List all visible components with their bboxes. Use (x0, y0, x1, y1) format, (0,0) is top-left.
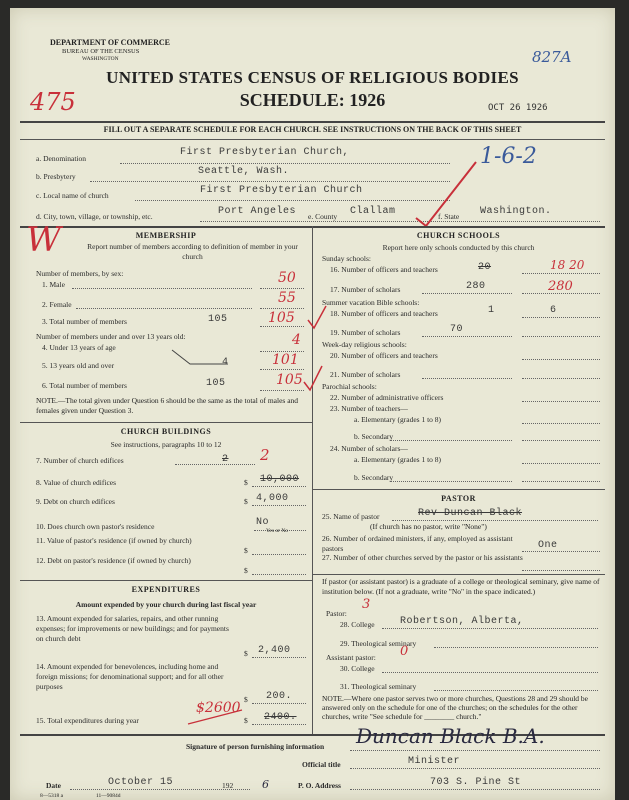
schools-title: CHURCH SCHOOLS (416, 231, 501, 240)
denomination-value: First Presbyterian Church, (180, 147, 350, 158)
q13-typed: 2,400 (258, 645, 291, 656)
q28-typed: Robertson, Alberta, (400, 616, 524, 627)
asst-pastor-label: Assistant pastor: (326, 653, 376, 662)
q23a-label: a. Elementary (grades 1 to 8) (354, 415, 442, 424)
county-label: e. County (308, 212, 338, 221)
q4-red: 4 (292, 332, 301, 348)
q3-red: 105 (268, 310, 295, 326)
date-typed: October 15 (108, 777, 174, 788)
form-title: UNITED STATES CENSUS OF RELIGIOUS BODIES (106, 68, 519, 87)
red-w-mark: W (26, 220, 61, 260)
q13-label: 13. Amount expended for salaries, repairs, and other running expenses; for improvements or new buildings; and for payments on church debt (36, 614, 229, 643)
city-label: WASHINGTON (82, 56, 119, 62)
date-stamp: OCT 26 1926 (488, 103, 548, 113)
census-schedule-sheet: DEPARTMENT OF COMMERCE BUREAU OF THE CENSUS WASHINGTON 827A 475 UNITED STATES CENSUS OF RELIGIOUS BODIES SCHEDULE: 1926 OCT 26 1926 FILL OUT A SEPARATE SCHEDULE FOR EACH CHURCH. SEE INSTRUCTIONS ON THE BACK OF THIS SHEET a. Denomination First Presbyterian Church, 1-6-2 b. Presbytery Seattle, Wash. c. Local name of church First Presbyterian Church d. City, town, village, or township, etc. Port Angeles e. County Clallam f. State Washington. MEMBERSHIP W Report number of members according to definition of member in your church Number of members, by sex: 1. Male 50 2. Female 55 3. Total number of members 105 105 Number of members under and over 13 years old: 4. Under 13 years of age 4 5. 13 years old and over 4 101 6. Total number of members 105 105 NOTE.—The total given under Question 6 should be the same as the total of males and females given under Question 3. CHURCH BUILDINGS See instructions, paragraphs 10 to 12 7. Number of church edifices 2 2 8. Value of church edifices $ 10,000 9. Debt on church edifices $ 4,000 10. Does church own pastor's residence No Yes or No 11. Value of pastor's residence (if owned by church) $ 12. Debt on pastor's residence (if owned by church) $ EXPENDITURES Amount expended by your church during last fiscal year 13. Amount expended for salaries, repairs, and other running expenses; for improvements or new buildings; and for payments on church debt $ 2,400 14. Amount expended for benevolences, including home and foreign missions; for denominational support; and for all other purposes $ 200. 15. Total expenditures during year $ 2400. $2600 CHURCH SCHOOLS Report here only schools conducted by this church Sunday schools: 16. Number of officers and teachers 20 18 20 17. Number of scholars 280 280 Summer vacation Bible schools: 18. Number of officers and teachers 1 6 19. Number of scholars 70 Week-day religious schools: 20. Number of officers and teachers 21. Number of scholars Parochial schools: 22. Number of administrative officers 23. Number of teachers— a. Elementary (grades 1 to 8) b. Secondary 24. Number of scholars— a. Elementary (grades 1 to 8) b. Secondary PASTOR 25. Name of pastor Rev Duncan Black (If church has no pastor, write "None") 26. Number of ordained ministers, if any, employed as assistant pastors One 27. Number of other churches served by the pastor or his assistants If pastor (or assistant pastor) is a graduate of a college or theological seminary, give name of institution below. (If not a graduate, write "No" in the space indicated.) Pastor: 3 28. College Robertson, Alberta, 29. Theological seminary Assistant pastor: 0 30. College 31. Theological seminary NOTE.—Where one pastor serves two or more churches, Questions 28 and 29 should be answered only on the schedule for one of the churches; on the schedules for the other churches, write "See schedule for ________ church." Signature of person furnishing information Duncan Black B.A. Official title Minister Date October 15 192 6 P. O. Address 703 S. Pine St 8—5318 a 11—9084d (10, 8, 615, 800)
q18-typed: 1 (488, 305, 495, 316)
expenditures-intro: Amount expended by your church during last fiscal year (75, 600, 257, 609)
red-strike-icon (186, 708, 246, 728)
q29-label: 29. Theological seminary (340, 639, 417, 648)
q22-label: 22. Number of administrative officers (330, 393, 444, 402)
buildings-title: CHURCH BUILDINGS (120, 427, 212, 436)
pastor-note: NOTE.—Where one pastor serves two or more churches, Questions 28 and 29 should be answered only on the schedule for one of the churches; on the schedules for the other churches, write "See schedule for ________ church." (322, 694, 588, 721)
q11-label: 11. Value of pastor's residence (if owned by church) (36, 536, 192, 545)
q16-label: 16. Number of officers and teachers (330, 265, 438, 274)
q5-label: 5. 13 years old and over (42, 361, 115, 370)
q3-label: 3. Total number of members (42, 317, 127, 326)
q25-note: (If church has no pastor, write "None") (370, 522, 487, 531)
q7-typed: 2 (222, 454, 229, 465)
q18-red: 6 (550, 305, 557, 316)
po-address-label: P. O. Address (298, 781, 341, 790)
q4-label: 4. Under 13 years of age (42, 343, 116, 352)
q27-label: 27. Number of other churches served by the pastor or his assistants (322, 553, 523, 562)
q16-red: 18 20 (550, 258, 585, 272)
q17-red: 280 (548, 279, 573, 294)
q12-label: 12. Debt on pastor's residence (if owned by church) (36, 556, 191, 565)
q9-label: 9. Debt on church edifices (36, 497, 115, 506)
county-value: Clallam (350, 206, 396, 217)
official-title-value: Minister (408, 756, 461, 767)
q21-label: 21. Number of scholars (330, 370, 401, 379)
q17-label: 17. Number of scholars (330, 285, 401, 294)
expenditures-title: EXPENDITURES (131, 585, 201, 594)
dept-label: DEPARTMENT OF COMMERCE (50, 38, 171, 47)
header-rule (20, 121, 605, 123)
q25-typed: Rev Duncan Black (418, 508, 523, 519)
q26-label: 26. Number of ordained ministers, if any, employed as assistant pastors (322, 534, 513, 553)
city-label-d: d. City, town, village, or township, etc. (36, 212, 153, 221)
grad-note: If pastor (or assistant pastor) is a graduate of a college or theological seminary, give name of institution below. (If not a graduate, write "No" in the space indicated.) (322, 577, 600, 596)
by-sex-label: Number of members, by sex: (36, 269, 124, 278)
age-head-label: Number of members under and over 13 years old: (36, 332, 186, 341)
column-divider (312, 226, 313, 734)
q16-typed: 20 (478, 262, 492, 273)
q6-red: 105 (276, 372, 303, 388)
yes-no-hint: Yes or No (266, 528, 289, 534)
presbytery-label: b. Presbytery (36, 172, 76, 181)
q31-label: 31. Theological seminary (340, 682, 417, 691)
q15-label: 15. Total expenditures during year (36, 716, 139, 725)
q9-typed: 4,000 (256, 493, 289, 504)
q25-label: 25. Name of pastor (322, 512, 380, 521)
summer-label: Summer vacation Bible schools: (322, 298, 420, 307)
schools-intro: Report here only schools conducted by this church (382, 243, 535, 252)
q15-red: $2600 (196, 700, 241, 716)
q2-red: 55 (278, 290, 296, 306)
date-year: 192 (222, 781, 234, 790)
pastor-red: 3 (362, 597, 371, 612)
date-year-hand: 6 (262, 778, 269, 791)
state-value: Washington. (480, 206, 552, 217)
q24-label: 24. Number of scholars— (330, 444, 408, 453)
q3-typed: 105 (208, 314, 228, 325)
q15-typed: 2400. (264, 712, 297, 723)
state-label: f. State (438, 212, 460, 221)
po-address-typed: 703 S. Pine St (430, 777, 522, 788)
asst-red: 0 (400, 644, 409, 659)
parochial-label: Parochial schools: (322, 382, 377, 391)
buildings-see: See instructions, paragraphs 10 to 12 (110, 440, 222, 449)
q30-label: 30. College (340, 664, 375, 673)
official-title-label: Official title (302, 760, 341, 769)
pastor-sub-label: Pastor: (326, 609, 347, 618)
q19-typed: 70 (450, 324, 464, 335)
check-mark-icon (412, 158, 482, 228)
q2-label: 2. Female (42, 300, 72, 309)
mark-blue: 1-6-2 (480, 144, 537, 169)
membership-note: NOTE.—The total given under Question 6 should be the same as the total of males and females given under Question 3. (36, 396, 299, 415)
q28-label: 28. College (340, 620, 375, 629)
q8-typed: 10,000 (260, 474, 300, 485)
q20-label: 20. Number of officers and teachers (330, 351, 438, 360)
pastor-title: PASTOR (441, 494, 476, 503)
membership-title: MEMBERSHIP (135, 231, 197, 240)
q1-red: 50 (278, 270, 296, 286)
connector-line-icon (170, 346, 230, 368)
q5-red: 101 (272, 352, 299, 368)
q17-typed: 280 (466, 281, 486, 292)
code-blue: 827A (532, 48, 572, 66)
header-rule-2 (20, 139, 605, 140)
q24b-label: b. Secondary (354, 473, 394, 482)
q23b-label: b. Secondary (354, 432, 394, 441)
local-name-label: c. Local name of church (36, 191, 109, 200)
q10-label: 10. Does church own pastor's residence (36, 522, 155, 531)
bureau-label: BUREAU OF THE CENSUS (62, 48, 140, 55)
denomination-label: a. Denomination (36, 154, 86, 163)
q10-typed: No (256, 517, 270, 528)
q6-label: 6. Total number of members (42, 381, 127, 390)
q5-typed: 4 (222, 357, 229, 368)
file-number-red: 475 (30, 88, 76, 116)
q14-label: 14. Amount expended for benevolences, including home and foreign missions; for denominational support; and for all other purposes (36, 662, 224, 691)
q1-label: 1. Male (42, 280, 65, 289)
q7-label: 7. Number of church edifices (36, 456, 124, 465)
city-value: Port Angeles (218, 206, 297, 217)
local-name-value: First Presbyterian Church (200, 185, 363, 196)
signature: Duncan Black B.A. (356, 724, 545, 748)
check-mark-icon (306, 304, 330, 332)
weekday-label: Week-day religious schools: (322, 340, 407, 349)
sunday-label: Sunday schools: (322, 254, 371, 263)
q8-label: 8. Value of church edifices (36, 478, 117, 487)
q18-label: 18. Number of officers and teachers (330, 309, 438, 318)
q26-typed: One (538, 540, 558, 551)
q6-typed: 105 (206, 378, 226, 389)
q14-typed: 200. (266, 691, 293, 702)
print-number: 11—9084d (96, 793, 121, 799)
schedule-title: SCHEDULE: 1926 (239, 90, 386, 110)
signature-label: Signature of person furnishing information (186, 742, 325, 751)
q19-label: 19. Number of scholars (330, 328, 401, 337)
membership-intro: Report number of members according to definition of member in your church (87, 242, 298, 261)
q23-label: 23. Number of teachers— (330, 404, 408, 413)
presbytery-value: Seattle, Wash. (198, 166, 290, 177)
instruction-line: FILL OUT A SEPARATE SCHEDULE FOR EACH CHURCH. SEE INSTRUCTIONS ON THE BACK OF THIS SHEET (103, 125, 522, 134)
form-number: 8—5318 a (40, 793, 64, 799)
q7-red: 2 (260, 446, 270, 464)
q24a-label: a. Elementary (grades 1 to 8) (354, 455, 442, 464)
date-label: Date (46, 781, 61, 790)
